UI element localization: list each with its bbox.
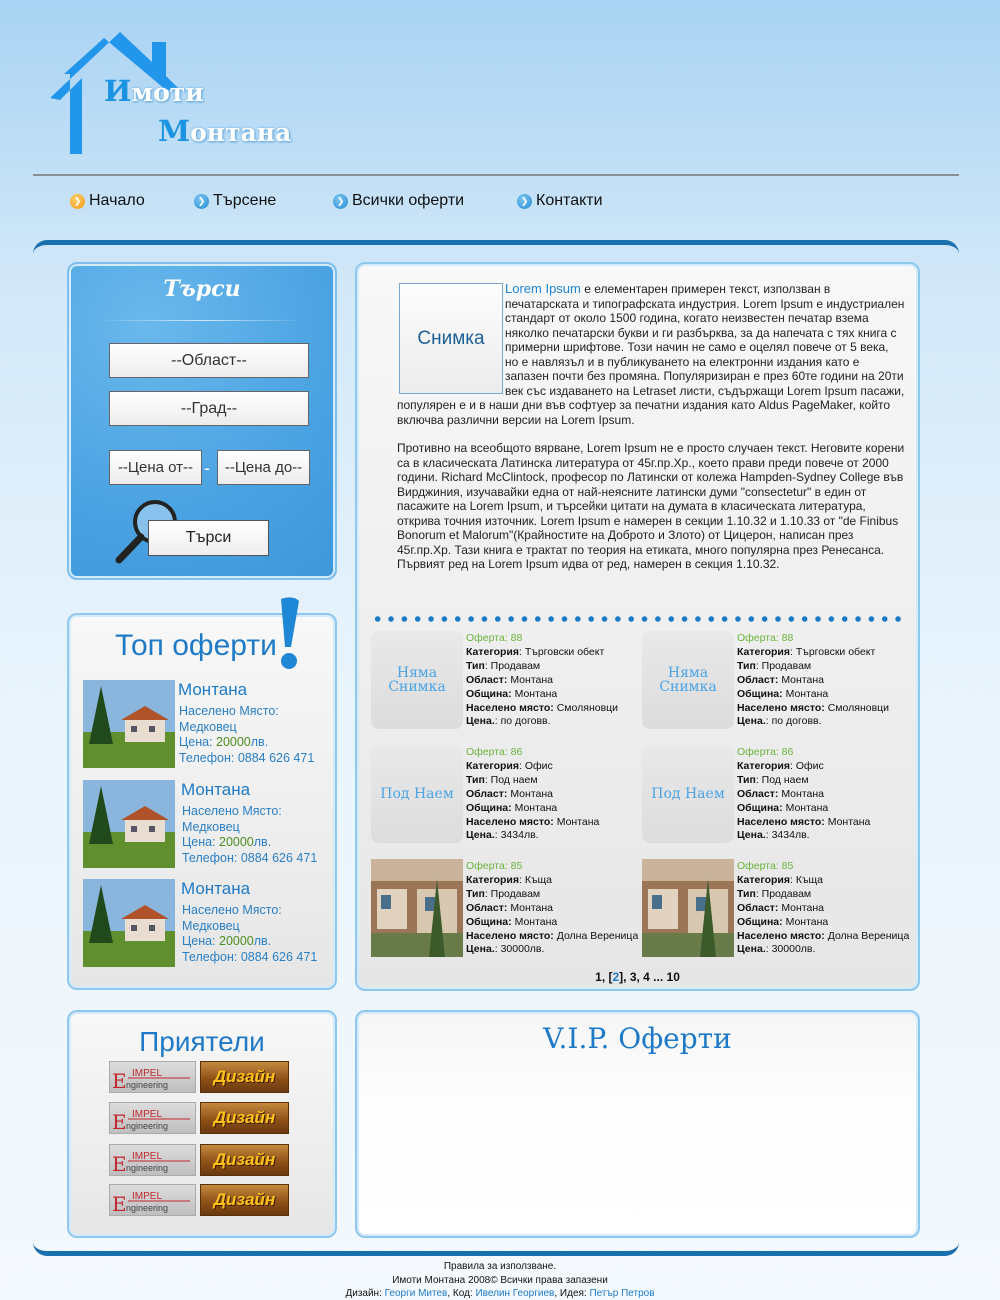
city-select[interactable]: --Град-- [109, 391, 309, 426]
friends-panel [67, 1010, 337, 1238]
offer-card[interactable] [371, 631, 641, 731]
search-title: Търси [163, 276, 241, 302]
no-photo-thumb[interactable]: Няма Снимка [642, 631, 734, 729]
impel-banner[interactable] [109, 1061, 196, 1093]
terms-link[interactable]: Правила за използване. [443, 1261, 557, 1272]
copyright: Имоти Монтана 2008© Всички права запазени [392, 1274, 608, 1286]
svg-text:E: E [112, 1110, 127, 1134]
impel-banner[interactable] [109, 1144, 196, 1176]
search-button[interactable]: Търси [148, 520, 269, 556]
arrow-bullet-icon: ❯ [333, 194, 348, 209]
region-select[interactable]: --Област-- [109, 343, 309, 378]
svg-text:E: E [112, 1192, 127, 1216]
house-photo[interactable] [83, 879, 175, 967]
header-divider [33, 174, 959, 176]
design-banner[interactable]: Дизайн [200, 1061, 289, 1093]
offer-details: Оферта: 85 Категория: Къща Тип: Продавам Област: Монтана Община: Монтана Населено място: Долна Вереница Цена.: 30000лв. [737, 860, 910, 956]
svg-text:E: E [112, 1069, 127, 1093]
svg-text:E: E [112, 1152, 127, 1176]
top-offer-item[interactable] [83, 879, 333, 969]
credits: Дизайн: Георги Митев, Код: Ивелин Георгиев, Идея: Петър Петров [345, 1288, 655, 1299]
price-from-field[interactable]: --Цена от-- [109, 450, 202, 485]
price-to-field[interactable]: --Цена до-- [217, 450, 310, 485]
offer-card[interactable] [371, 859, 641, 959]
price-range-dash: - [204, 458, 210, 478]
vip-offers-title: V.I.P. Оферти [543, 1022, 732, 1055]
dotted-divider [371, 615, 905, 623]
logo-line-2: Монтана [158, 114, 292, 148]
offer-city[interactable]: Монтана [181, 780, 251, 799]
offer-details: Населено Място: Медковец Цена: 20000лв. Телефон: 0884 626 471 [179, 704, 315, 765]
partner-banner-row [109, 1184, 289, 1216]
divider [99, 320, 305, 321]
photo-placeholder: Снимка [399, 283, 503, 394]
svg-text:IMPEL: IMPEL [132, 1151, 163, 1162]
top-offers-panel [67, 613, 337, 990]
friends-title: Приятели [139, 1026, 265, 1057]
search-panel [67, 262, 337, 580]
offer-card[interactable] [642, 631, 912, 731]
offer-card[interactable] [642, 859, 912, 959]
intro-paragraph-2: Противно на всеобщото вярване, Lorem Ipsum не е просто случаен текст. Неговите корени са в класическата Латинска литература от 45г.пр.Хр., което прави преди повече от 2000 години. Richard McClintock, професор по Латински от колежа Hampden-Sydney College във Вирджиния, изучавайки една от най-неясните латински думи "consectetur" в един от пасажите на Lorem Ipsum, и търсейки цитати на думата в класическата литература, открива точния източник. Lorem Ipsum е намерен в секции 1.10.32 и 1.10.33 от "de Finibus Bonorum et Malorum"(Крайностите на Доброто и Злото) от Цицерон, написан през 45г.пр.Хр. Тази книга е трактат по теория на етиката, много популярна през Ренесанса. Първият ред на Lorem Ipsum идва от ред, намерен в секция 1.10.32. [397, 441, 905, 571]
pagination: 1, [2], 3, 4 ... 10 [595, 970, 680, 984]
top-offer-item[interactable] [83, 680, 333, 770]
offer-card[interactable] [642, 745, 912, 845]
offer-details: Населено Място: Медковец Цена: 20000лв. Телефон: 0884 626 471 [182, 903, 318, 964]
design-banner[interactable]: Дизайн [200, 1144, 289, 1176]
partner-banner-row [109, 1144, 289, 1176]
arrow-bullet-icon: ❯ [194, 194, 209, 209]
current-page: 2 [612, 970, 620, 984]
coder-link[interactable]: Ивелин Георгиев [475, 1288, 555, 1299]
content-frame-top [33, 240, 959, 254]
top-offer-item[interactable] [83, 780, 333, 870]
impel-banner[interactable] [109, 1102, 196, 1134]
offer-details: Оферта: 86 Категория: Офис Тип: Под наем Област: Монтана Община: Монтана Населено място: Монтана Цена.: 3434лв. [466, 746, 600, 842]
intro-lead: Lorem Ipsum [505, 281, 581, 296]
page-links[interactable]: ], 3, 4 ... 10 [619, 970, 680, 984]
offer-details: Оферта: 86 Категория: Офис Тип: Под наем Област: Монтана Община: Монтана Населено място: Монтана Цена.: 3434лв. [737, 746, 871, 842]
offer-details: Оферта: 88 Категория: Търговски обект Тип: Продавам Област: Монтана Община: Монтана Населено място: Смоляновци Цена.: по договв. [737, 632, 890, 728]
offer-details: Оферта: 88 Категория: Търговски обект Тип: Продавам Област: Монтана Община: Монтана Населено място: Смоляновци Цена.: по договв. [466, 632, 619, 728]
logo-line-1: Имоти [104, 74, 204, 108]
house-photo[interactable] [83, 680, 175, 768]
nav-label: Търсене [213, 192, 277, 209]
nav-label: Контакти [536, 192, 603, 209]
for-rent-thumb[interactable]: Под Наем [371, 745, 463, 843]
house-photo[interactable] [83, 780, 175, 868]
exclamation-icon [273, 595, 307, 673]
no-photo-thumb[interactable]: Няма Снимка [371, 631, 463, 729]
house-photo[interactable] [642, 859, 734, 957]
nav-all-offers[interactable] [333, 192, 464, 210]
intro-text [397, 282, 905, 586]
top-offers-title: Топ оферти [115, 629, 277, 662]
footer [0, 1260, 1000, 1300]
svg-text:ngineering: ngineering [126, 1203, 169, 1213]
svg-text:IMPEL: IMPEL [132, 1068, 163, 1079]
arrow-bullet-icon: ❯ [70, 194, 85, 209]
nav-search[interactable] [194, 192, 276, 210]
svg-text:IMPEL: IMPEL [132, 1191, 163, 1202]
svg-text:ngineering: ngineering [126, 1080, 169, 1090]
site-logo[interactable] [48, 28, 298, 160]
partner-banner-row [109, 1061, 289, 1093]
design-banner[interactable]: Дизайн [200, 1102, 289, 1134]
design-banner[interactable]: Дизайн [200, 1184, 289, 1216]
for-rent-thumb[interactable]: Под Наем [642, 745, 734, 843]
offer-details: Оферта: 85 Категория: Къща Тип: Продавам Област: Монтана Община: Монтана Населено място: Долна Вереница Цена.: 30000лв. [466, 860, 639, 956]
main-content-panel [355, 262, 920, 991]
nav-contacts[interactable] [517, 192, 603, 210]
intro-paragraph-1: е елементарен примерен текст, използван в печатарската и типографската индустрия. Lorem Ipsum е индустриален стандарт от около 1500 година, когато неизвестен печатар взема няколко печатарски букви и ги разбърква, за да напечата с тях книга с примерни шрифтове. Този начин не само е оцелял повече от 5 века, но е навлязъл и в публикуването на електронни издания като е запазен почти без промяна. Популяризиран е през 60те години на 20ти век със издаването на Letraset листи, съдържащи Lorem Ipsum пасажи, популярен е и в наши дни във софтуер за печатни издания като Aldus PageMaker, който включва различни версии на Lorem Ipsum. [397, 282, 905, 427]
svg-text:ngineering: ngineering [126, 1121, 169, 1131]
svg-text:IMPEL: IMPEL [132, 1109, 163, 1120]
offer-card[interactable] [371, 745, 641, 845]
svg-text:ngineering: ngineering [126, 1163, 169, 1173]
nav-home[interactable] [70, 192, 145, 210]
idea-author-link[interactable]: Петър Петров [589, 1288, 655, 1299]
offer-details: Населено Място: Медковец Цена: 20000лв. Телефон: 0884 626 471 [182, 804, 318, 865]
offer-city[interactable]: Монтана [178, 680, 248, 699]
offer-city[interactable]: Монтана [181, 879, 251, 898]
partner-banner-row [109, 1102, 289, 1134]
content-frame-bottom [33, 1242, 959, 1256]
page-link[interactable]: 1 [595, 970, 602, 984]
arrow-bullet-icon: ❯ [517, 194, 532, 209]
house-photo[interactable] [371, 859, 463, 957]
nav-label: Всички оферти [352, 192, 465, 209]
designer-link[interactable]: Георги Митев [384, 1288, 448, 1299]
vip-offers-panel [355, 1010, 920, 1238]
impel-banner[interactable] [109, 1184, 196, 1216]
nav-label: Начало [89, 192, 145, 209]
